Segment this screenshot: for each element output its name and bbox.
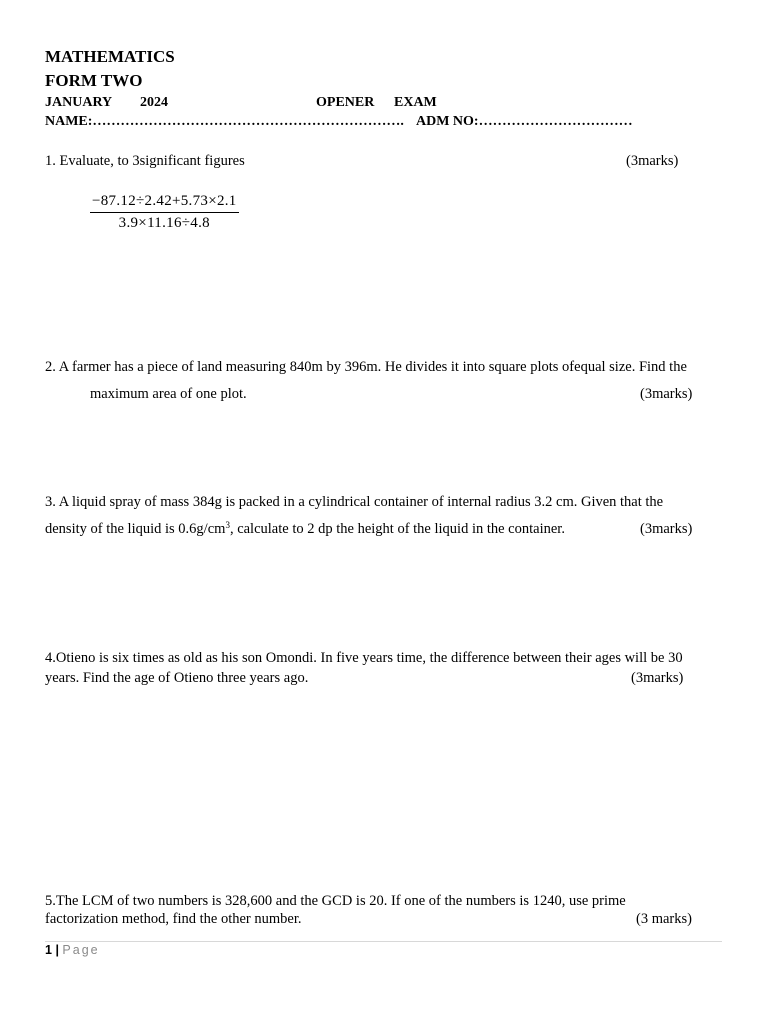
- adm-no-field-label: ADM NO:……………………………: [416, 114, 633, 129]
- question-5-marks: (3 marks): [636, 911, 692, 927]
- question-3-line2: [45, 521, 565, 538]
- form-title: FORM TWO: [45, 71, 143, 90]
- question-2-marks: (3marks): [640, 386, 693, 402]
- question-2-line1: 2. A farmer has a piece of land measuring 840m by 396m. He divides it into square plots ofequal size. Find the: [45, 359, 687, 375]
- question-3-line1: 3. A liquid spray of mass 384g is packed in a cylindrical container of internal radius 3.2 cm. Given that the: [45, 494, 664, 510]
- question-3-line2-pre: density of the liquid is 0.6g/cm: [45, 521, 226, 537]
- question-4-marks: (3marks): [631, 670, 684, 686]
- question-1-text: 1. Evaluate, to 3significant figures: [45, 153, 245, 169]
- exam-type-word1: OPENER: [316, 95, 375, 110]
- subject-title: MATHEMATICS: [45, 47, 175, 66]
- question-3-marks: (3marks): [640, 521, 693, 537]
- question-1-fraction: [90, 193, 239, 232]
- page-separator: |: [55, 943, 59, 957]
- question-1-marks: (3marks): [626, 153, 679, 169]
- page-footer: [45, 943, 100, 957]
- question-5-line1: 5.The LCM of two numbers is 328,600 and the GCD is 20. If one of the numbers is 1240, use prime: [45, 893, 626, 909]
- question-2-line2: maximum area of one plot.: [90, 386, 247, 402]
- name-field-label: NAME:………………………………………………………….: [45, 114, 404, 129]
- question-4-line1: 4.Otieno is six times as old as his son Omondi. In five years time, the difference between their ages will be 30: [45, 650, 683, 666]
- exam-year: 2024: [140, 95, 168, 110]
- question-5-line2: factorization method, find the other number.: [45, 911, 302, 927]
- question-3-line2-post: , calculate to 2 dp the height of the liquid in the container.: [229, 521, 565, 537]
- fraction-denominator: 3.9×11.16÷4.8: [118, 215, 210, 231]
- footer-divider: [45, 941, 722, 942]
- question-4-line2: years. Find the age of Otieno three years ago.: [45, 670, 309, 686]
- page-label: Page: [62, 943, 100, 957]
- exam-type-word2: EXAM: [394, 95, 437, 110]
- exam-month: JANUARY: [45, 95, 113, 110]
- superscript-3: 3: [225, 520, 230, 530]
- page-number: 1: [45, 943, 52, 957]
- fraction-numerator: −87.12÷2.42+5.73×2.1: [90, 193, 239, 213]
